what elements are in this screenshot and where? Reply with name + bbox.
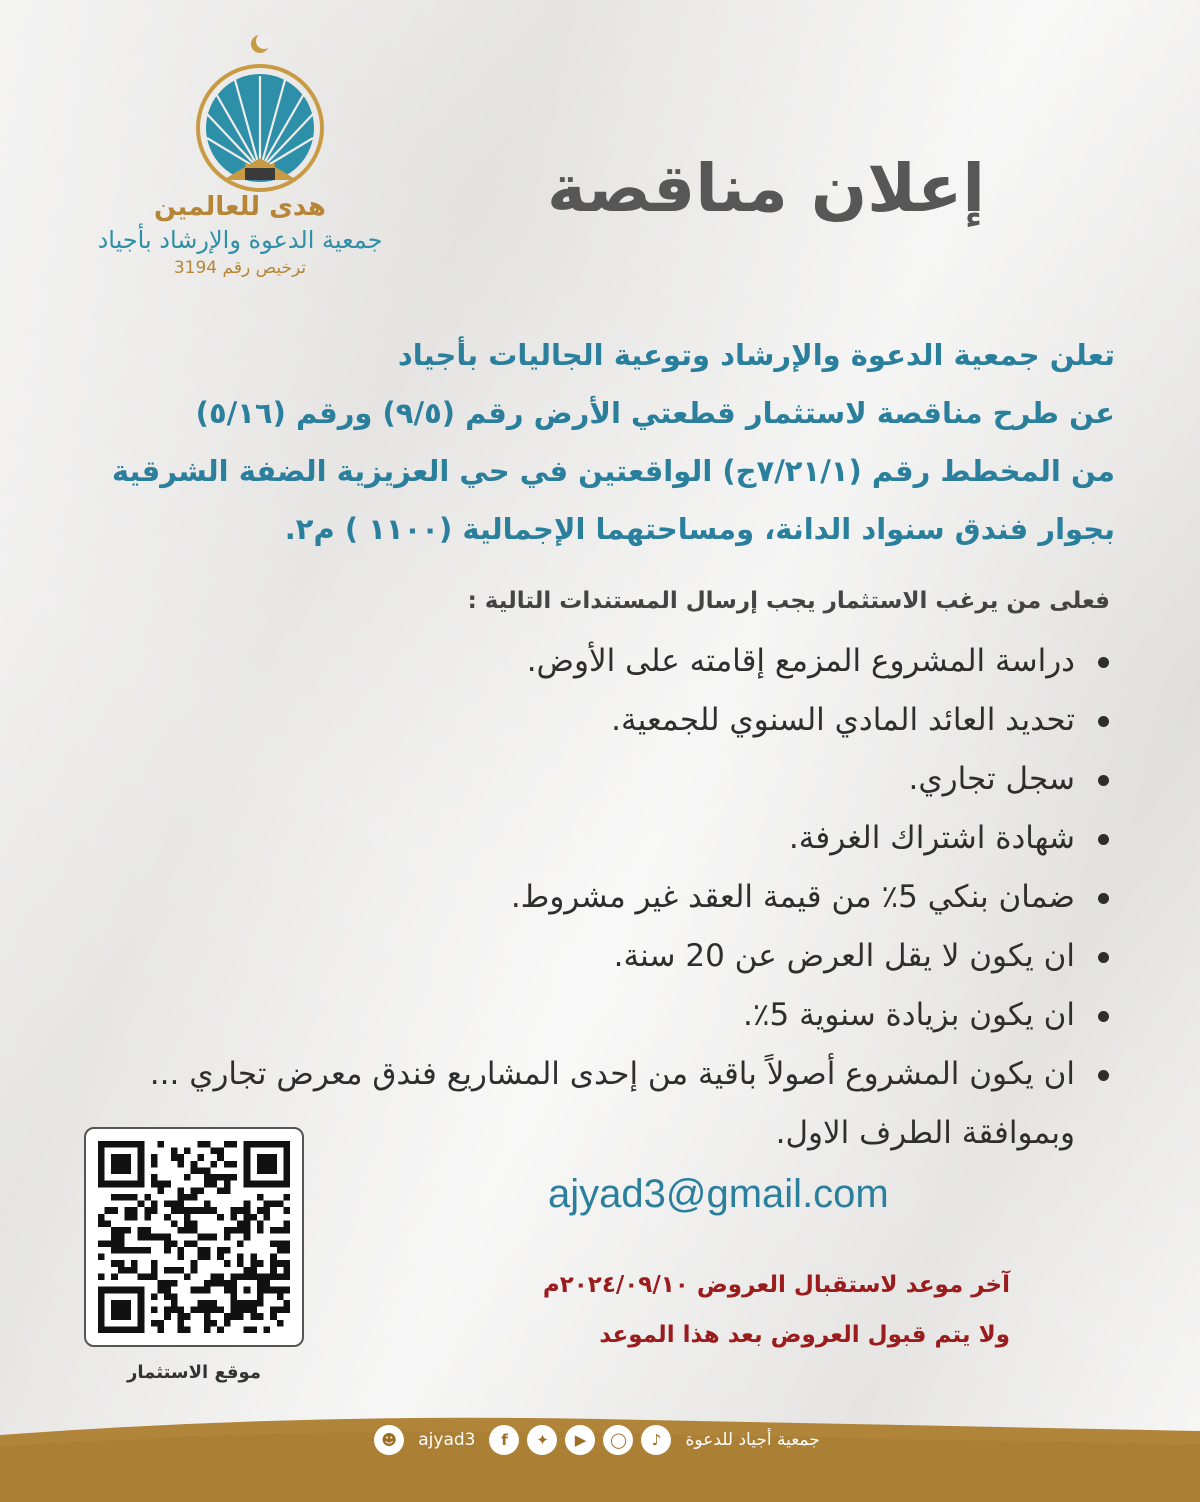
- bullet-icon: [1098, 834, 1109, 845]
- bullet-icon: [1098, 1011, 1109, 1022]
- list-item: تحديد العائد المادي السنوي للجمعية.: [75, 691, 1115, 750]
- deadline-notice: [543, 1260, 1010, 1360]
- bullet-icon: [1098, 1070, 1109, 1081]
- intro-line: من المخطط رقم (٧/٢١/١ج) الواقعتين في حي العزيزية الضفة الشرقية: [111, 454, 1115, 488]
- snapchat-icon[interactable]: ☻: [374, 1425, 404, 1455]
- organization-name: جمعية أجياد للدعوة: [685, 1430, 820, 1450]
- social-links: [0, 1425, 1200, 1455]
- association-name: جمعية الدعوة والإرشاد بأجياد: [97, 226, 383, 254]
- facebook-icon[interactable]: f: [489, 1425, 519, 1455]
- bullet-icon: [1098, 952, 1109, 963]
- page-title: إعلان مناقصة: [547, 150, 985, 227]
- list-item: شهادة اشتراك الغرفة.: [75, 809, 1115, 868]
- intro-line: عن طرح مناقصة لاستثمار قطعتي الأرض رقم (٩/٥) ورقم (٥/١٦): [195, 396, 1115, 430]
- list-item-continuation: وبموافقة الطرف الاول.: [775, 1115, 1075, 1151]
- license-number: ترخيص رقم 3194: [173, 258, 307, 278]
- qr-code[interactable]: [84, 1127, 304, 1347]
- tiktok-icon[interactable]: ♪: [641, 1425, 671, 1455]
- requirements-header: فعلى من يرغب الاستثمار يجب إرسال المستندات التالية :: [467, 588, 1110, 614]
- brand-name: هدى للعالمين: [154, 192, 326, 222]
- intro-line: بجوار فندق سنواد الدانة، ومساحتهما الإجمالية (١١٠٠ ) م٢.: [284, 512, 1115, 546]
- contact-email[interactable]: ajyad3@gmail.com: [548, 1172, 889, 1216]
- list-item: سجل تجاري.: [75, 750, 1115, 809]
- instagram-icon[interactable]: ◯: [603, 1425, 633, 1455]
- social-handle: ajyad3: [418, 1430, 476, 1450]
- deadline-line: آخر موعد لاستقبال العروض ٢٠٢٤/٠٩/١٠م: [542, 1272, 1010, 1298]
- bullet-icon: [1098, 716, 1109, 727]
- qr-label: موقع الاستثمار: [127, 1362, 261, 1383]
- list-item: ضمان بنكي 5٪ من قيمة العقد غير مشروط.: [75, 868, 1115, 927]
- bullet-icon: [1098, 775, 1109, 786]
- qr-code-icon: [98, 1141, 290, 1333]
- logo-emblem-icon: [185, 30, 335, 200]
- association-logo: [97, 30, 390, 278]
- intro-paragraph: [85, 326, 1115, 558]
- deadline-line: ولا يتم قبول العروض بعد هذا الموعد: [599, 1322, 1010, 1348]
- twitter-icon[interactable]: ✦: [527, 1425, 557, 1455]
- intro-line: تعلن جمعية الدعوة والإرشاد وتوعية الجاليات بأجياد: [397, 338, 1115, 372]
- bullet-icon: [1098, 657, 1109, 668]
- list-item: دراسة المشروع المزمع إقامته على الأوض.: [75, 632, 1115, 691]
- bullet-icon: [1098, 893, 1109, 904]
- list-item: ان يكون لا يقل العرض عن 20 سنة.: [75, 927, 1115, 986]
- list-item: ان يكون المشروع أصولاً باقية من إحدى المشاريع فندق معرض تجاري ...: [75, 1045, 1115, 1104]
- list-item: ان يكون بزيادة سنوية 5٪.: [75, 986, 1115, 1045]
- requirements-list: [75, 632, 1115, 1163]
- youtube-icon[interactable]: ▶: [565, 1425, 595, 1455]
